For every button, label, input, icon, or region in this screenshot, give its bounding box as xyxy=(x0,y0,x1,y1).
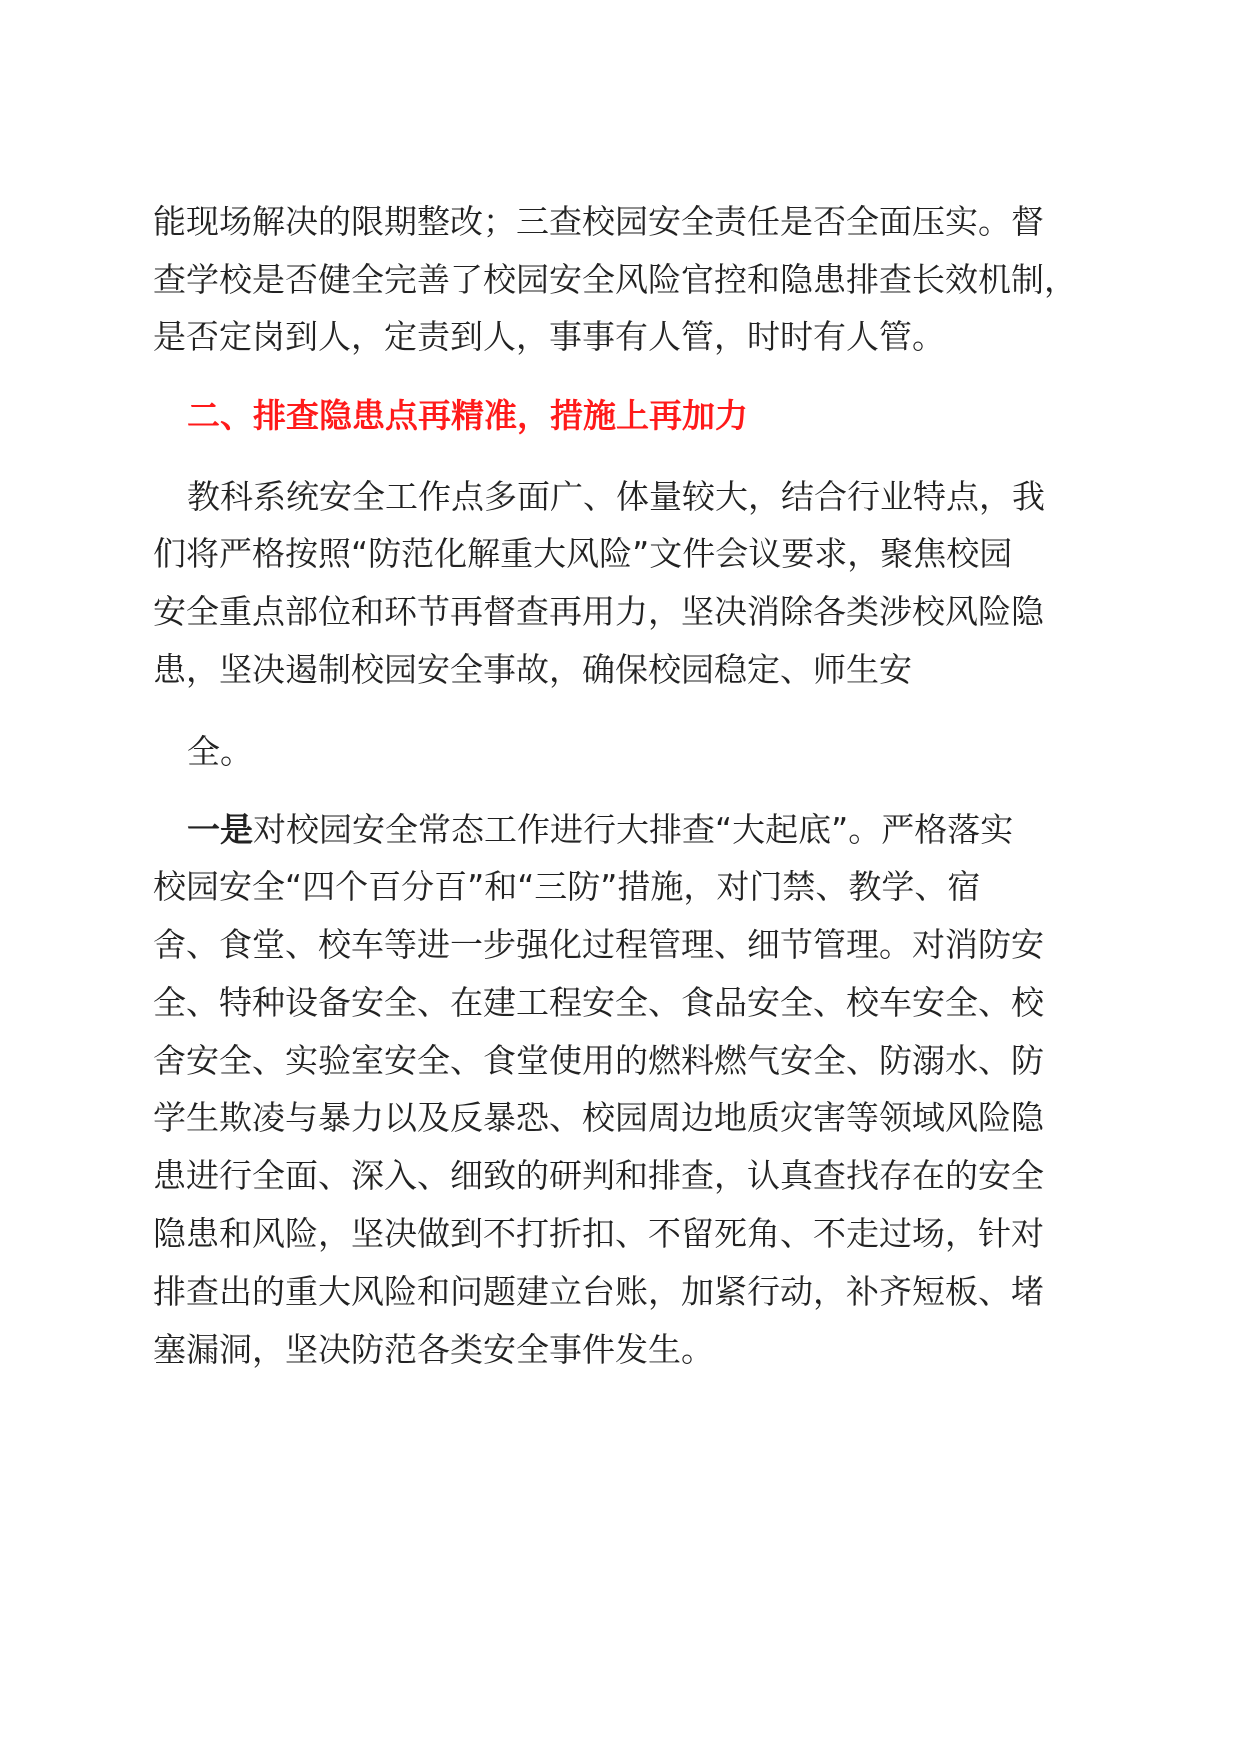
para2-line-2: 们将严格按照“防范化解重大风险”文件会议要求，聚焦校园 xyxy=(153,534,1013,573)
para3-line-3: 舍、食堂、校车等进一步强化过程管理、细节管理。对消防安 xyxy=(153,925,1044,964)
para3-line-7: 患进行全面、深入、细致的研判和排查，认真查找存在的安全 xyxy=(153,1156,1044,1195)
para3-line-6: 学生欺凌与暴力以及反暴恐、校园周边地质灾害等领域风险隐 xyxy=(153,1098,1044,1137)
para2-line-3: 安全重点部位和环节再督查再用力，坚决消除各类涉校风险隐 xyxy=(153,592,1044,631)
para3-line-5: 舍安全、实验室安全、食堂使用的燃料燃气安全、防溺水、防 xyxy=(153,1041,1044,1080)
para2-line-5: 全。 xyxy=(187,732,253,771)
para3-line-4: 全、特种设备安全、在建工程安全、食品安全、校车安全、校 xyxy=(153,983,1044,1022)
para2-line-1: 教科系统安全工作点多面广、体量较大，结合行业特点，我 xyxy=(187,477,1045,516)
para2-line-4: 患，坚决遏制校园安全事故，确保校园稳定、师生安 xyxy=(153,650,912,689)
para3-line-1-text: 对校园安全常态工作进行大排查“大起底”。严格落实 xyxy=(253,810,1014,849)
para3-line-1 xyxy=(187,810,1013,850)
para3-line-10: 塞漏洞，坚决防范各类安全事件发生。 xyxy=(153,1330,714,1369)
para1-line-2: 查学校是否健全完善了校园安全风险官控和隐患排查长效机制， xyxy=(153,260,1077,299)
para3-line-9: 排查出的重大风险和问题建立台账，加紧行动，补齐短板、堵 xyxy=(153,1272,1044,1311)
para3-lead: 一是 xyxy=(187,810,253,849)
para1-line-1: 能现场解决的限期整改；三查校园安全责任是否全面压实。督 xyxy=(153,202,1044,241)
para3-line-8: 隐患和风险，坚决做到不打折扣、不留死角、不走过场，针对 xyxy=(153,1214,1044,1253)
section-heading-2: 二、排查隐患点再精准，措施上再加力 xyxy=(187,396,748,435)
para1-line-3: 是否定岗到人，定责到人，事事有人管，时时有人管。 xyxy=(153,317,945,356)
para3-line-2: 校园安全“四个百分百”和“三防”措施，对门禁、教学、宿 xyxy=(153,867,981,906)
